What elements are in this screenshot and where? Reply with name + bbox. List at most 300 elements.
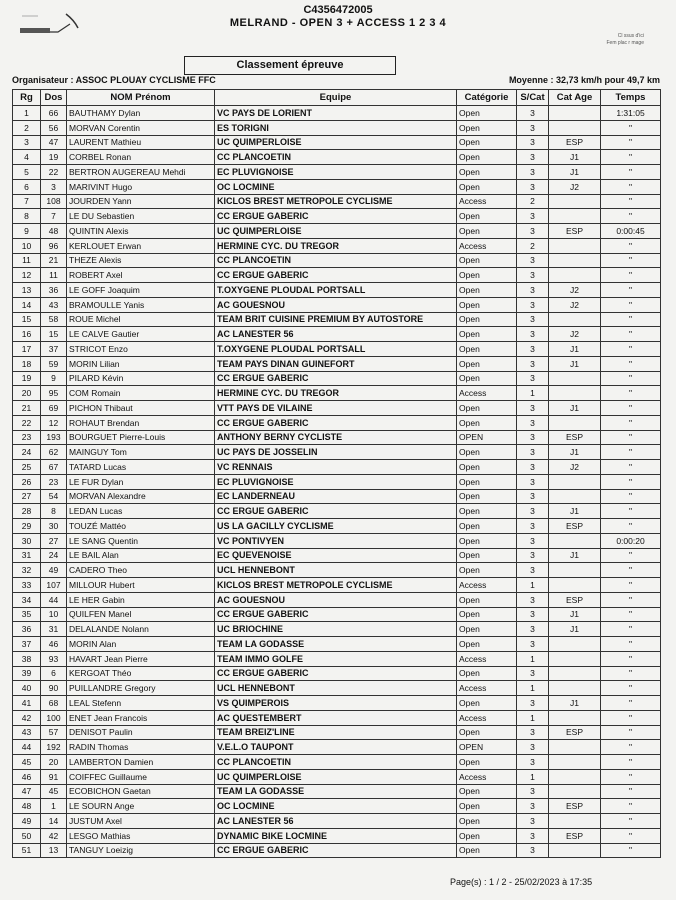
name-cell: QUINTIN Alexis (67, 224, 215, 239)
time-cell: " (601, 828, 661, 843)
age-category-cell (549, 474, 601, 489)
rank-cell: 9 (13, 224, 41, 239)
rank-cell: 18 (13, 356, 41, 371)
age-category-cell: ESP (549, 592, 601, 607)
col-subcategory: S/Cat (517, 90, 549, 106)
subcategory-cell: 3 (517, 814, 549, 829)
subcategory-cell: 3 (517, 843, 549, 858)
age-category-cell (549, 238, 601, 253)
name-cell: LE FUR Dylan (67, 474, 215, 489)
name-cell: TATARD Lucas (67, 460, 215, 475)
table-header (13, 90, 661, 106)
category-cell: Open (457, 696, 517, 711)
team-cell: VC RENNAIS (215, 460, 457, 475)
subcategory-cell: 3 (517, 755, 549, 770)
bib-cell: 9 (41, 371, 67, 386)
table-row (13, 135, 661, 150)
time-cell: " (601, 327, 661, 342)
rank-cell: 24 (13, 445, 41, 460)
header-small-text: Cl ssus d'ici Fem plac r mage (606, 33, 644, 46)
age-category-cell: J1 (549, 622, 601, 637)
category-cell: Access (457, 651, 517, 666)
time-cell: " (601, 150, 661, 165)
age-category-cell (549, 843, 601, 858)
category-cell: Open (457, 637, 517, 652)
category-cell: Access (457, 386, 517, 401)
team-cell: CC PLANCOETIN (215, 150, 457, 165)
age-category-cell: J2 (549, 327, 601, 342)
category-cell: Open (457, 563, 517, 578)
table-row (13, 386, 661, 401)
team-cell: OC LOCMINE (215, 179, 457, 194)
table-row (13, 828, 661, 843)
bib-cell: 49 (41, 563, 67, 578)
time-cell: " (601, 696, 661, 711)
subcategory-cell: 3 (517, 327, 549, 342)
rank-cell: 25 (13, 460, 41, 475)
time-cell: " (601, 637, 661, 652)
category-cell: Open (457, 725, 517, 740)
subcategory-cell: 3 (517, 106, 549, 121)
subcategory-cell: 3 (517, 519, 549, 534)
subcategory-cell: 3 (517, 696, 549, 711)
table-row (13, 696, 661, 711)
category-cell: Open (457, 445, 517, 460)
name-cell: BERTRON AUGEREAU Mehdi (67, 165, 215, 180)
subcategory-cell: 3 (517, 224, 549, 239)
bib-cell: 43 (41, 297, 67, 312)
team-cell: EC QUEVENOISE (215, 548, 457, 563)
team-cell: UC QUIMPERLOISE (215, 135, 457, 150)
category-cell: Open (457, 415, 517, 430)
category-cell: Open (457, 607, 517, 622)
rank-cell: 29 (13, 519, 41, 534)
organizer: Organisateur : ASSOC PLOUAY CYCLISME FFC (12, 75, 216, 85)
time-cell: " (601, 710, 661, 725)
age-category-cell (549, 209, 601, 224)
rank-cell: 10 (13, 238, 41, 253)
age-category-cell: ESP (549, 224, 601, 239)
bib-cell: 36 (41, 283, 67, 298)
category-cell: Open (457, 150, 517, 165)
time-cell: " (601, 578, 661, 593)
subcategory-cell: 3 (517, 150, 549, 165)
bib-cell: 47 (41, 135, 67, 150)
subcategory-cell: 3 (517, 474, 549, 489)
category-cell: Open (457, 548, 517, 563)
subcategory-cell: 3 (517, 401, 549, 416)
category-cell: Access (457, 681, 517, 696)
rank-cell: 23 (13, 430, 41, 445)
category-cell: Open (457, 814, 517, 829)
subcategory-cell: 3 (517, 460, 549, 475)
rank-cell: 15 (13, 312, 41, 327)
bib-cell: 100 (41, 710, 67, 725)
time-cell: " (601, 194, 661, 209)
time-cell: " (601, 445, 661, 460)
name-cell: MAINGUY Tom (67, 445, 215, 460)
name-cell: DELALANDE Nolann (67, 622, 215, 637)
name-cell: PUILLANDRE Gregory (67, 681, 215, 696)
team-cell: CC PLANCOETIN (215, 755, 457, 770)
team-cell: EC LANDERNEAU (215, 489, 457, 504)
table-row (13, 253, 661, 268)
name-cell: CORBEL Ronan (67, 150, 215, 165)
subcategory-cell: 3 (517, 533, 549, 548)
age-category-cell (549, 784, 601, 799)
team-cell: TEAM PAYS DINAN GUINEFORT (215, 356, 457, 371)
subcategory-cell: 3 (517, 371, 549, 386)
subcategory-cell: 3 (517, 725, 549, 740)
category-cell: Open (457, 297, 517, 312)
age-category-cell (549, 755, 601, 770)
bib-cell: 37 (41, 342, 67, 357)
category-cell: Open (457, 666, 517, 681)
bib-cell: 6 (41, 666, 67, 681)
rank-cell: 20 (13, 386, 41, 401)
table-row (13, 533, 661, 548)
team-cell: AC GOUESNOU (215, 592, 457, 607)
table-row (13, 784, 661, 799)
time-cell: " (601, 666, 661, 681)
time-cell: 1:31:05 (601, 106, 661, 121)
rank-cell: 28 (13, 504, 41, 519)
time-cell: " (601, 755, 661, 770)
team-cell: DYNAMIC BIKE LOCMINE (215, 828, 457, 843)
table-row (13, 769, 661, 784)
team-cell: VS QUIMPEROIS (215, 696, 457, 711)
name-cell: MARIVINT Hugo (67, 179, 215, 194)
time-cell: " (601, 548, 661, 563)
bib-cell: 22 (41, 165, 67, 180)
subcategory-cell: 3 (517, 637, 549, 652)
table-row (13, 519, 661, 534)
team-cell: EC PLUVIGNOISE (215, 474, 457, 489)
table-row (13, 224, 661, 239)
team-cell: AC LANESTER 56 (215, 327, 457, 342)
col-age-category: Cat Age (549, 90, 601, 106)
bib-cell: 66 (41, 106, 67, 121)
time-cell: 0:00:45 (601, 224, 661, 239)
team-cell: T.OXYGENE PLOUDAL PORTSALL (215, 342, 457, 357)
bib-cell: 7 (41, 209, 67, 224)
col-bib: Dos (41, 90, 67, 106)
rank-cell: 38 (13, 651, 41, 666)
age-category-cell: J1 (549, 342, 601, 357)
team-cell: TEAM LA GODASSE (215, 784, 457, 799)
category-cell: Access (457, 578, 517, 593)
name-cell: LE HER Gabin (67, 592, 215, 607)
col-name: NOM Prénom (67, 90, 215, 106)
time-cell: " (601, 401, 661, 416)
time-cell: " (601, 209, 661, 224)
age-category-cell (549, 563, 601, 578)
bib-cell: 15 (41, 327, 67, 342)
table-row (13, 297, 661, 312)
table-row (13, 799, 661, 814)
bib-cell: 31 (41, 622, 67, 637)
table-row (13, 710, 661, 725)
table-row (13, 445, 661, 460)
results-table (12, 89, 661, 858)
name-cell: JOURDEN Yann (67, 194, 215, 209)
table-row (13, 460, 661, 475)
name-cell: PICHON Thibaut (67, 401, 215, 416)
table-row (13, 268, 661, 283)
bib-cell: 59 (41, 356, 67, 371)
bib-cell: 46 (41, 637, 67, 652)
table-row (13, 725, 661, 740)
team-cell: CC ERGUE GABERIC (215, 371, 457, 386)
subcategory-cell: 3 (517, 592, 549, 607)
col-team: Equipe (215, 90, 457, 106)
team-cell: CC ERGUE GABERIC (215, 209, 457, 224)
category-cell: Open (457, 224, 517, 239)
time-cell: " (601, 135, 661, 150)
col-rank: Rg (13, 90, 41, 106)
subcategory-cell: 3 (517, 799, 549, 814)
bib-cell: 23 (41, 474, 67, 489)
subcategory-cell: 3 (517, 504, 549, 519)
subcategory-cell: 3 (517, 283, 549, 298)
time-cell: " (601, 504, 661, 519)
name-cell: LESGO Mathias (67, 828, 215, 843)
subcategory-cell: 1 (517, 681, 549, 696)
rank-cell: 39 (13, 666, 41, 681)
organizer-line (12, 75, 660, 87)
rank-cell: 46 (13, 769, 41, 784)
time-cell: " (601, 843, 661, 858)
team-cell: TEAM LA GODASSE (215, 637, 457, 652)
category-cell: Open (457, 371, 517, 386)
name-cell: TANGUY Loeizig (67, 843, 215, 858)
rank-cell: 43 (13, 725, 41, 740)
time-cell: " (601, 592, 661, 607)
name-cell: LE BAIL Alan (67, 548, 215, 563)
table-row (13, 179, 661, 194)
table-row (13, 755, 661, 770)
age-category-cell (549, 268, 601, 283)
rank-cell: 1 (13, 106, 41, 121)
team-cell: UC PAYS DE JOSSELIN (215, 445, 457, 460)
table-row (13, 209, 661, 224)
rank-cell: 2 (13, 120, 41, 135)
rank-cell: 27 (13, 489, 41, 504)
age-category-cell (549, 651, 601, 666)
subcategory-cell: 3 (517, 489, 549, 504)
team-cell: UC QUIMPERLOISE (215, 224, 457, 239)
subcategory-cell: 1 (517, 769, 549, 784)
table-row (13, 504, 661, 519)
bib-cell: 3 (41, 179, 67, 194)
age-category-cell: J1 (549, 607, 601, 622)
age-category-cell (549, 312, 601, 327)
category-cell: Open (457, 135, 517, 150)
rank-cell: 49 (13, 814, 41, 829)
age-category-cell (549, 681, 601, 696)
category-cell: Open (457, 843, 517, 858)
subcategory-cell: 3 (517, 135, 549, 150)
category-cell: Open (457, 327, 517, 342)
bib-cell: 20 (41, 755, 67, 770)
name-cell: LAMBERTON Damien (67, 755, 215, 770)
time-cell: " (601, 430, 661, 445)
name-cell: MORIN Alan (67, 637, 215, 652)
bib-cell: 21 (41, 253, 67, 268)
subcategory-cell: 3 (517, 253, 549, 268)
name-cell: MORVAN Alexandre (67, 489, 215, 504)
rank-cell: 6 (13, 179, 41, 194)
category-cell: Open (457, 401, 517, 416)
age-category-cell: J2 (549, 179, 601, 194)
time-cell: " (601, 740, 661, 755)
bib-cell: 96 (41, 238, 67, 253)
col-category: Catégorie (457, 90, 517, 106)
race-title: MELRAND - OPEN 3 + ACCESS 1 2 3 4 (229, 17, 447, 29)
name-cell: QUILFEN Manel (67, 607, 215, 622)
table-row (13, 548, 661, 563)
rank-cell: 21 (13, 401, 41, 416)
table-row (13, 430, 661, 445)
time-cell: " (601, 725, 661, 740)
bib-cell: 62 (41, 445, 67, 460)
team-cell: US LA GACILLY CYCLISME (215, 519, 457, 534)
name-cell: DENISOT Paulin (67, 725, 215, 740)
time-cell: " (601, 814, 661, 829)
table-row (13, 165, 661, 180)
time-cell: " (601, 356, 661, 371)
rank-cell: 16 (13, 327, 41, 342)
time-cell: " (601, 769, 661, 784)
rank-cell: 11 (13, 253, 41, 268)
age-category-cell: J1 (549, 504, 601, 519)
bib-cell: 67 (41, 460, 67, 475)
age-category-cell (549, 637, 601, 652)
table-row (13, 489, 661, 504)
subcategory-cell: 3 (517, 312, 549, 327)
team-cell: AC GOUESNOU (215, 297, 457, 312)
bib-cell: 57 (41, 725, 67, 740)
rank-cell: 32 (13, 563, 41, 578)
bib-cell: 19 (41, 150, 67, 165)
time-cell: " (601, 519, 661, 534)
table-row (13, 356, 661, 371)
age-category-cell: J1 (549, 548, 601, 563)
rank-cell: 36 (13, 622, 41, 637)
category-cell: Access (457, 194, 517, 209)
rank-cell: 33 (13, 578, 41, 593)
rank-cell: 48 (13, 799, 41, 814)
rank-cell: 12 (13, 268, 41, 283)
category-cell: Open (457, 342, 517, 357)
rank-cell: 30 (13, 533, 41, 548)
team-cell: VC PONTIVYEN (215, 533, 457, 548)
table-row (13, 312, 661, 327)
team-cell: ANTHONY BERNY CYCLISTE (215, 430, 457, 445)
age-category-cell (549, 814, 601, 829)
time-cell: " (601, 651, 661, 666)
subcategory-cell: 3 (517, 430, 549, 445)
team-cell: VTT PAYS DE VILAINE (215, 401, 457, 416)
name-cell: ENET Jean Francois (67, 710, 215, 725)
table-row (13, 651, 661, 666)
name-cell: JUSTUM Axel (67, 814, 215, 829)
team-cell: EC PLUVIGNOISE (215, 165, 457, 180)
rank-cell: 51 (13, 843, 41, 858)
rank-cell: 34 (13, 592, 41, 607)
name-cell: BOURGUET Pierre-Louis (67, 430, 215, 445)
bib-cell: 45 (41, 784, 67, 799)
category-cell: Open (457, 504, 517, 519)
subcategory-cell: 3 (517, 607, 549, 622)
category-cell: Open (457, 784, 517, 799)
age-category-cell: J1 (549, 165, 601, 180)
age-category-cell: ESP (549, 828, 601, 843)
bib-cell: 91 (41, 769, 67, 784)
team-cell: CC ERGUE GABERIC (215, 504, 457, 519)
table-row (13, 592, 661, 607)
category-cell: Access (457, 769, 517, 784)
name-cell: BRAMOULLE Yanis (67, 297, 215, 312)
rank-cell: 3 (13, 135, 41, 150)
name-cell: HAVART Jean Pierre (67, 651, 215, 666)
team-cell: V.E.L.O TAUPONT (215, 740, 457, 755)
time-cell: " (601, 386, 661, 401)
rank-cell: 37 (13, 637, 41, 652)
category-cell: Open (457, 165, 517, 180)
table-row (13, 843, 661, 858)
table-row (13, 740, 661, 755)
team-cell: CC ERGUE GABERIC (215, 843, 457, 858)
team-cell: ES TORIGNI (215, 120, 457, 135)
rank-cell: 41 (13, 696, 41, 711)
col-time: Temps (601, 90, 661, 106)
team-cell: CC PLANCOETIN (215, 253, 457, 268)
bib-cell: 192 (41, 740, 67, 755)
rank-cell: 40 (13, 681, 41, 696)
name-cell: STRICOT Enzo (67, 342, 215, 357)
subcategory-cell: 3 (517, 666, 549, 681)
name-cell: LEDAN Lucas (67, 504, 215, 519)
category-cell: OPEN (457, 430, 517, 445)
subcategory-cell: 3 (517, 445, 549, 460)
category-cell: Open (457, 489, 517, 504)
category-cell: Open (457, 209, 517, 224)
time-cell: " (601, 120, 661, 135)
subcategory-cell: 3 (517, 165, 549, 180)
time-cell: " (601, 799, 661, 814)
time-cell: " (601, 622, 661, 637)
bib-cell: 24 (41, 548, 67, 563)
name-cell: PILARD Kévin (67, 371, 215, 386)
age-category-cell (549, 533, 601, 548)
category-cell: Open (457, 533, 517, 548)
rank-cell: 4 (13, 150, 41, 165)
table-row (13, 283, 661, 298)
table-row (13, 666, 661, 681)
subcategory-cell: 1 (517, 578, 549, 593)
table-row (13, 578, 661, 593)
age-category-cell: J1 (549, 696, 601, 711)
table-row (13, 106, 661, 121)
name-cell: BAUTHAMY Dylan (67, 106, 215, 121)
age-category-cell: ESP (549, 135, 601, 150)
name-cell: ROBERT Axel (67, 268, 215, 283)
bib-cell: 13 (41, 843, 67, 858)
name-cell: LEAL Stefenn (67, 696, 215, 711)
age-category-cell (549, 194, 601, 209)
age-category-cell: J1 (549, 401, 601, 416)
